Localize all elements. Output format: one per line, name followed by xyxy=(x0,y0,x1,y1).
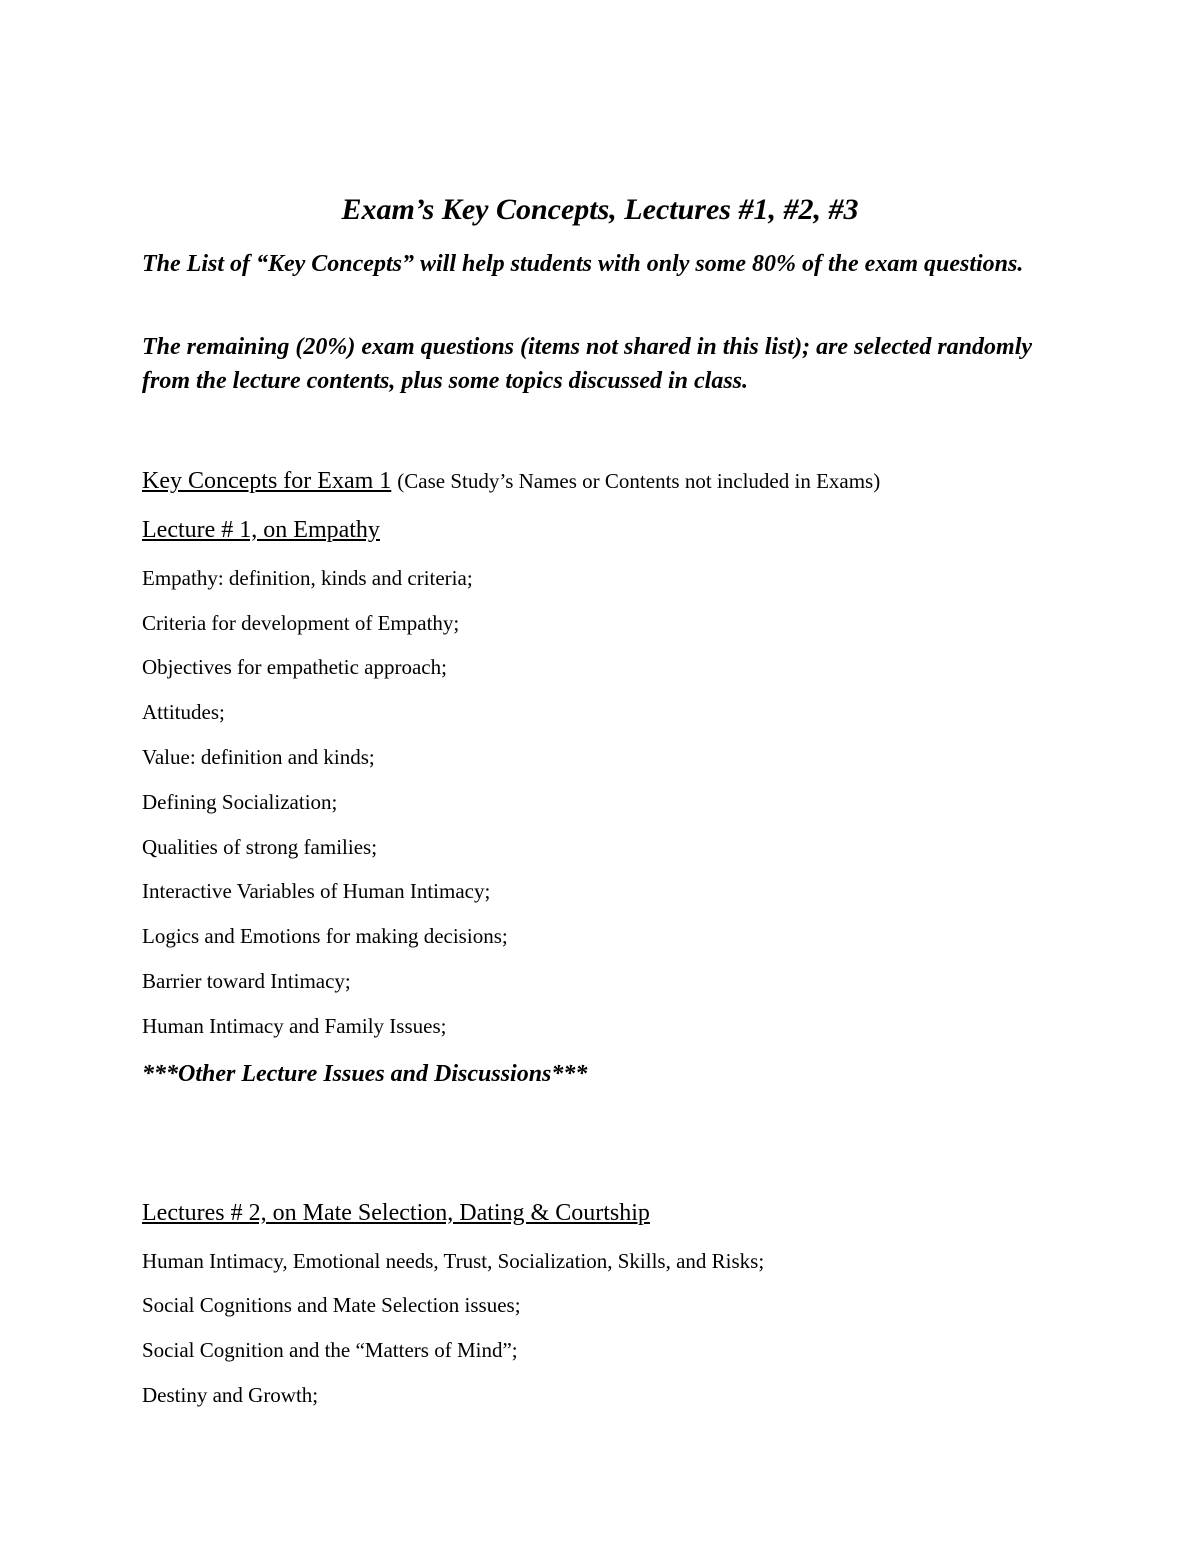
lecture-2-heading: Lectures # 2, on Mate Selection, Dating & Courtship xyxy=(142,1200,650,1226)
intro-paragraph-2: The remaining (20%) exam questions (items not shared in this list); are selected randomly from the lecture contents, plus some topics discussed in class. xyxy=(142,334,1033,394)
lecture-1-item: Barrier toward Intimacy; xyxy=(142,969,351,993)
lecture-1-item: Interactive Variables of Human Intimacy; xyxy=(142,879,491,903)
intro-paragraph-1: The List of “Key Concepts” will help students with only some 80% of the exam questions. xyxy=(142,251,1024,277)
lecture-1-item: Human Intimacy and Family Issues; xyxy=(142,1014,447,1038)
lecture-1-item: Defining Socialization; xyxy=(142,790,338,814)
lecture-2-item: Social Cognition and the “Matters of Mind”; xyxy=(142,1338,518,1362)
section-note: (Case Study’s Names or Contents not included in Exams) xyxy=(397,469,881,493)
lecture-1-heading: Lecture # 1, on Empathy xyxy=(142,517,380,543)
lecture-1-item: Empathy: definition, kinds and criteria; xyxy=(142,566,473,590)
lecture-1-item: Attitudes; xyxy=(142,700,225,724)
lecture-2-item: Social Cognitions and Mate Selection issues; xyxy=(142,1293,521,1317)
lecture-1-item: Logics and Emotions for making decisions; xyxy=(142,924,508,948)
lecture-1-item: Qualities of strong families; xyxy=(142,835,378,859)
document-title: Exam’s Key Concepts, Lectures #1, #2, #3 xyxy=(341,193,859,226)
lecture-2-item: Human Intimacy, Emotional needs, Trust, Socialization, Skills, and Risks; xyxy=(142,1249,765,1273)
section-heading: Key Concepts for Exam 1 xyxy=(142,468,392,494)
section-heading-line xyxy=(142,464,880,498)
lecture-1-item: Criteria for development of Empathy; xyxy=(142,611,460,635)
lecture-1-item: Objectives for empathetic approach; xyxy=(142,655,447,679)
other-lecture-issues: ***Other Lecture Issues and Discussions*** xyxy=(142,1061,588,1087)
lecture-2-item: Destiny and Growth; xyxy=(142,1383,319,1407)
lecture-1-item: Value: definition and kinds; xyxy=(142,745,375,769)
